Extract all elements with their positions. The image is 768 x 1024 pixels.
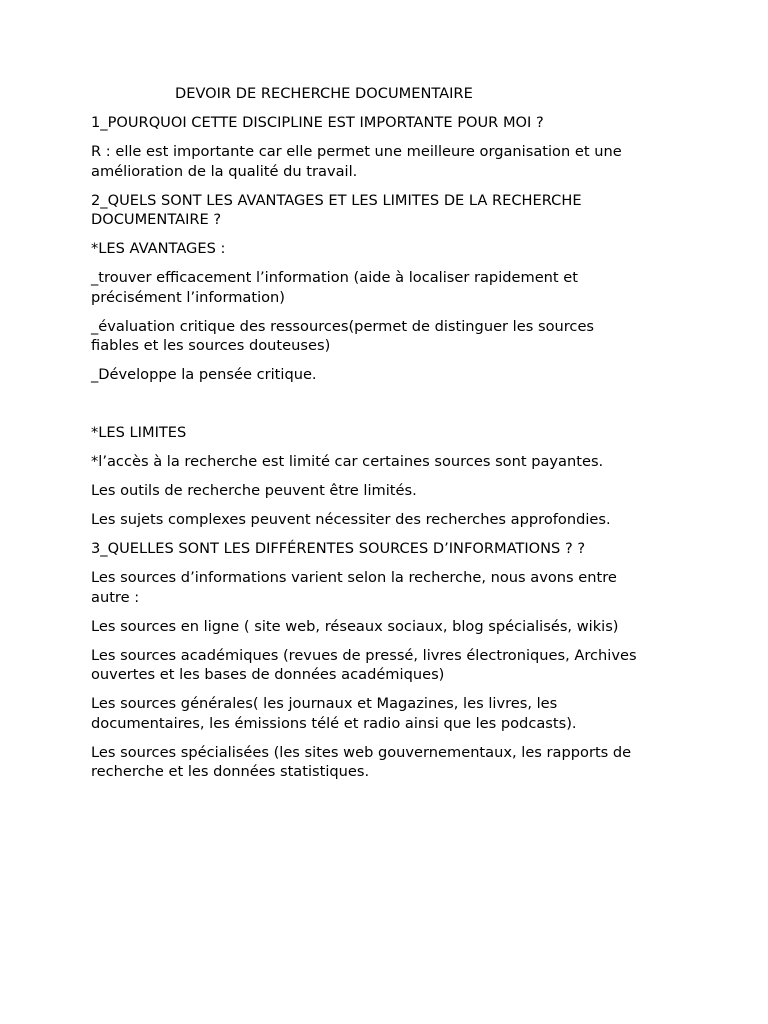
question-3 — [91, 539, 691, 559]
limit-item-3-text: Les sujets complexes peuvent nécessiter des recherches approfondies. — [91, 511, 611, 529]
limit-item-1-text: *l’accès à la recherche est limité car certaines sources sont payantes. — [91, 453, 604, 471]
question-2-line-1: 2_QUELS SONT LES AVANTAGES ET LES LIMITES DE LA RECHERCHE — [91, 191, 582, 209]
advantage-item-2 — [91, 317, 691, 356]
question-2 — [91, 191, 691, 230]
answer-1 — [91, 142, 691, 181]
sources-online-text: Les sources en ligne ( site web, réseaux sociaux, blog spécialisés, wikis) — [91, 617, 619, 635]
sources-specialized-line-1: Les sources spécialisées (les sites web gouvernementaux, les rapports de — [91, 743, 632, 761]
sources-online — [91, 617, 691, 637]
advantages-heading-text: *LES AVANTAGES : — [91, 240, 226, 258]
blank-line — [91, 394, 691, 414]
question-2-line-2: DOCUMENTAIRE ? — [91, 211, 222, 229]
question-3-text: 3_QUELLES SONT LES DIFFÉRENTES SOURCES D’INFORMATIONS ? ? — [91, 540, 586, 558]
sources-academic — [91, 646, 691, 685]
advantage-item-3-text: _Développe la pensée critique. — [91, 366, 317, 384]
advantage-item-1-line-2: précisément l’information) — [91, 288, 286, 306]
sources-intro-line-2: autre : — [91, 588, 140, 606]
advantage-item-1 — [91, 268, 691, 307]
sources-general — [91, 694, 691, 733]
advantage-item-1-line-1: _trouver efficacement l’information (aide à localiser rapidement et — [91, 269, 578, 287]
limit-item-1 — [91, 452, 691, 472]
sources-intro-line-1: Les sources d’informations varient selon la recherche, nous avons entre — [91, 569, 617, 587]
answer-1-line-2: amélioration de la qualité du travail. — [91, 162, 358, 180]
sources-general-line-1: Les sources générales( les journaux et Magazines, les livres, les — [91, 695, 558, 713]
limit-item-2-text: Les outils de recherche peuvent être limités. — [91, 482, 417, 500]
limits-heading-text: *LES LIMITES — [91, 424, 187, 442]
advantage-item-3 — [91, 365, 691, 385]
sources-intro — [91, 568, 691, 607]
limits-heading — [91, 423, 691, 443]
limit-item-3 — [91, 510, 691, 530]
question-1-text: 1_POURQUOI CETTE DISCIPLINE EST IMPORTANTE POUR MOI ? — [91, 113, 544, 131]
document-body — [91, 84, 691, 791]
question-1 — [91, 113, 691, 133]
advantage-item-2-line-2: fiables et les sources douteuses) — [91, 337, 331, 355]
limit-item-2 — [91, 481, 691, 501]
document-title — [175, 84, 691, 104]
sources-academic-line-1: Les sources académiques (revues de pressé, livres électroniques, Archives — [91, 646, 637, 664]
sources-specialized — [91, 743, 691, 782]
advantage-item-2-line-1: _évaluation critique des ressources(permet de distinguer les sources — [91, 317, 595, 335]
sources-general-line-2: documentaires, les émissions télé et radio ainsi que les podcasts). — [91, 714, 577, 732]
document-title-text: DEVOIR DE RECHERCHE DOCUMENTAIRE — [175, 85, 473, 102]
answer-1-line-1: R : elle est importante car elle permet une meilleure organisation et une — [91, 142, 622, 160]
sources-academic-line-2: ouvertes et les bases de données académiques) — [91, 666, 445, 684]
advantages-heading — [91, 239, 691, 259]
sources-specialized-line-2: recherche et les données statistiques. — [91, 763, 370, 781]
